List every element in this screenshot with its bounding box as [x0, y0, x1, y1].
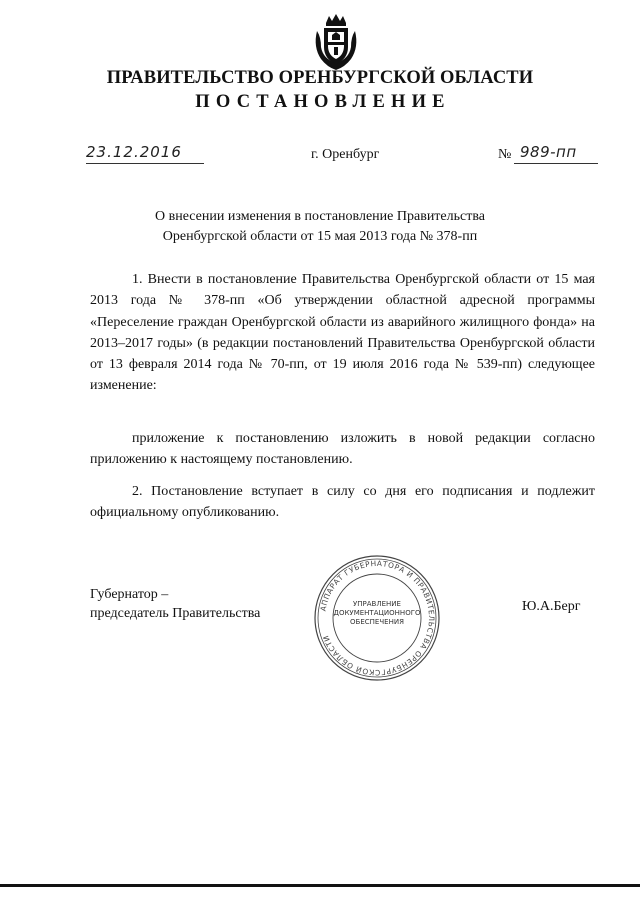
- subject-line-2: Оренбургской области от 15 мая 2013 года № 378-пп: [162, 229, 478, 244]
- bottom-border: [0, 884, 640, 887]
- document-type: ПОСТАНОВЛЕНИЕ: [195, 92, 451, 112]
- signer-title-line-2: председатель Правительства: [90, 606, 261, 621]
- stamp-center-line-1: УПРАВЛЕНИЕ: [353, 600, 401, 608]
- document-subject: [0, 207, 640, 247]
- stamp-ring-text: АППАРАТ ГУБЕРНАТОРА И ПРАВИТЕЛЬСТВА ОРЕНБУРГСКОЙ ОБЛАСТИ: [318, 558, 437, 678]
- government-title: ПРАВИТЕЛЬСТВО ОРЕНБУРГСКОЙ ОБЛАСТИ: [106, 68, 534, 88]
- signer-title: [90, 585, 260, 623]
- paragraph-2-text: приложение к постановлению изложить в новой редакции согласно приложению к настоящему постановлению.: [90, 431, 595, 468]
- stamp-center-line-3: ОБЕСПЕЧЕНИЯ: [350, 618, 404, 626]
- number-sign: №: [498, 147, 512, 162]
- number-underline: [514, 163, 598, 164]
- stamp-center-text: [313, 600, 441, 627]
- document-date: 23.12.2016: [86, 143, 182, 161]
- signer-title-line-1: Губернатор –: [90, 587, 169, 602]
- document-number: 989-пп: [520, 143, 577, 161]
- date-underline: [86, 163, 204, 164]
- paragraph-3: [90, 481, 595, 524]
- signer-name: Ю.А.Берг: [522, 599, 581, 614]
- paragraph-1: [90, 269, 595, 397]
- paragraph-1-text: 1. Внести в постановление Правительства Оренбургской области от 15 мая 2013 года № 378-пп «Об утверждении областной адресной программы «Переселение граждан Оренбургской области из аварийного жилищного фонда» на 2013–2017 годы» (в редакции постановлений Правительства Оренбургской области от 13 февраля 2014 года № 70-пп, от 19 июля 2016 года № 539-пп) следующее изменение:: [90, 272, 595, 394]
- paragraph-3-text: 2. Постановление вступает в силу со дня его подписания и подлежит официальному опубликованию.: [90, 484, 595, 521]
- coat-of-arms-icon: [311, 13, 361, 73]
- subject-line-1: О внесении изменения в постановление Правительства: [155, 209, 485, 224]
- paragraph-2: [90, 428, 595, 471]
- stamp-center-line-2: ДОКУМЕНТАЦИОННОГО: [333, 609, 421, 617]
- document-city: г. Оренбург: [311, 147, 380, 162]
